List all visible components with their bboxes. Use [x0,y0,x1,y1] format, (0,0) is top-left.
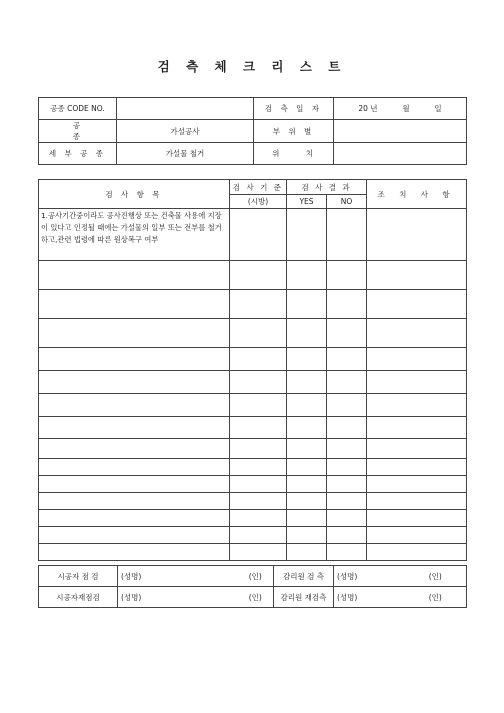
no-cell[interactable] [327,371,367,394]
table-row [39,209,467,261]
yes-cell[interactable] [287,348,327,371]
standard-cell[interactable] [230,394,287,417]
item-cell[interactable] [39,319,230,348]
action-cell[interactable] [367,290,467,319]
item-cell[interactable] [39,476,230,493]
contractor-recheck-seal[interactable]: (인) [238,587,274,608]
no-cell[interactable] [327,476,367,493]
table-row [39,290,467,319]
header-action: 조 치 사 항 [367,180,467,209]
table-row [39,261,467,290]
header-result: 검 사 결 과 [287,180,367,195]
item-cell[interactable] [39,527,230,544]
contractor-check-label: 시공자 점 검 [39,566,118,587]
item-cell[interactable] [39,371,230,394]
item-cell[interactable] [39,510,230,527]
contractor-seal[interactable]: (인) [238,566,274,587]
table-row [39,394,467,417]
table-row [39,510,467,527]
page-title: 검 측 체 크 리 스 트 [157,59,347,74]
detail-work-type-value[interactable]: 가설물 철거 [117,143,254,165]
info-table [38,97,467,165]
location-label: 위 치 [254,143,334,165]
yes-cell[interactable] [287,439,327,459]
info-row-detail [39,143,467,165]
table-row [39,527,467,544]
item-cell[interactable] [39,439,230,459]
work-type-value[interactable]: 가설공사 [117,120,254,143]
date-month: 월 [402,104,410,113]
standard-cell[interactable] [230,476,287,493]
table-row [39,544,467,561]
no-cell[interactable] [327,261,367,290]
no-cell[interactable] [327,527,367,544]
standard-cell[interactable] [230,417,287,439]
action-cell[interactable] [367,371,467,394]
yes-cell[interactable] [287,493,327,510]
yes-cell[interactable] [287,209,327,261]
supervisor-recheck-label: 감리원 재검측 [274,587,334,608]
item-cell[interactable] [39,417,230,439]
contractor-recheck-label: 시공자재점검 [39,587,118,608]
no-cell[interactable] [327,544,367,561]
standard-cell[interactable] [230,510,287,527]
header-yes: YES [287,195,327,209]
no-cell[interactable] [327,439,367,459]
item-cell[interactable] [39,290,230,319]
item-cell[interactable] [39,261,230,290]
no-cell[interactable] [327,493,367,510]
location-value[interactable] [334,143,467,165]
code-label: 공종 CODE NO. [39,98,117,120]
standard-cell[interactable] [230,290,287,319]
table-row [39,371,467,394]
item-cell[interactable] [39,544,230,561]
yes-cell[interactable] [287,319,327,348]
standard-cell[interactable] [230,261,287,290]
supervisor-recheck-seal[interactable]: (인) [405,587,467,608]
action-cell[interactable] [367,439,467,459]
part-label: 부 위 별 [254,120,334,143]
supervisor-recheck-name[interactable]: (성명) [334,587,405,608]
no-cell[interactable] [327,417,367,439]
supervisor-name[interactable]: (성명) [334,566,405,587]
no-cell[interactable] [327,209,367,261]
standard-cell[interactable] [230,209,287,261]
table-row [39,319,467,348]
action-cell[interactable] [367,527,467,544]
yes-cell[interactable] [287,394,327,417]
action-cell[interactable] [367,544,467,561]
no-cell[interactable] [327,290,367,319]
yes-cell[interactable] [287,261,327,290]
yes-cell[interactable] [287,417,327,439]
supervisor-check-label: 감리원 검 측 [274,566,334,587]
table-row [39,348,467,371]
table-row [39,417,467,439]
table-row [39,476,467,493]
code-value[interactable] [117,98,254,120]
supervisor-seal[interactable]: (인) [405,566,467,587]
yes-cell[interactable] [287,527,327,544]
no-cell[interactable] [327,394,367,417]
standard-cell[interactable] [230,544,287,561]
yes-cell[interactable] [287,544,327,561]
contractor-recheck-name[interactable]: (성명) [118,587,178,608]
inspection-date-value[interactable] [334,98,467,120]
detail-work-type-label: 세 부 공 종 [39,143,117,165]
standard-cell[interactable] [230,493,287,510]
action-cell[interactable] [367,493,467,510]
standard-cell[interactable] [230,348,287,371]
info-row-code [39,98,467,120]
action-cell[interactable] [367,510,467,527]
action-cell[interactable] [367,476,467,493]
info-row-work-type [39,120,467,143]
yes-cell[interactable] [287,371,327,394]
action-cell[interactable] [367,348,467,371]
header-no: NO [327,195,367,209]
check-item-1: 1.공사기간중이라도 공사진행상 또는 건축물 사용에 지장이 있다고 인정될 때에는 가설물의 일부 또는 전부를 철거하고,관련 법령에 따른 원상복구 여부 [39,209,230,261]
standard-cell[interactable] [230,459,287,476]
table-row [39,459,467,476]
no-cell[interactable] [327,319,367,348]
action-cell[interactable] [367,209,467,261]
standard-cell[interactable] [230,319,287,348]
table-row [39,493,467,510]
header-standard-sub: (시방) [230,195,287,209]
inspection-date-label: 검 측 일 자 [254,98,334,120]
checklist-header-row [39,180,467,195]
signature-row [39,566,467,587]
standard-cell[interactable] [230,527,287,544]
action-cell[interactable] [367,394,467,417]
contractor-name[interactable]: (성명) [118,566,178,587]
table-row [39,439,467,459]
action-cell[interactable] [367,261,467,290]
date-day: 일 [434,104,442,113]
standard-cell[interactable] [230,439,287,459]
header-standard: 검 사 기 준 [230,180,287,195]
item-cell[interactable] [39,348,230,371]
checklist-table [38,179,467,561]
no-cell[interactable] [327,510,367,527]
item-cell[interactable] [39,459,230,476]
part-value[interactable] [334,120,467,143]
item-cell[interactable] [39,394,230,417]
no-cell[interactable] [327,459,367,476]
signature-table [38,565,467,608]
action-cell[interactable] [367,319,467,348]
yes-cell[interactable] [287,476,327,493]
date-year: 20 년 [358,104,378,113]
header-item: 검 사 항 목 [39,180,230,209]
action-cell[interactable] [367,417,467,439]
signature-row [39,587,467,608]
work-type-label: 공 종 [39,120,117,143]
yes-cell[interactable] [287,459,327,476]
no-cell[interactable] [327,348,367,371]
item-cell[interactable] [39,493,230,510]
yes-cell[interactable] [287,290,327,319]
yes-cell[interactable] [287,510,327,527]
standard-cell[interactable] [230,371,287,394]
action-cell[interactable] [367,459,467,476]
